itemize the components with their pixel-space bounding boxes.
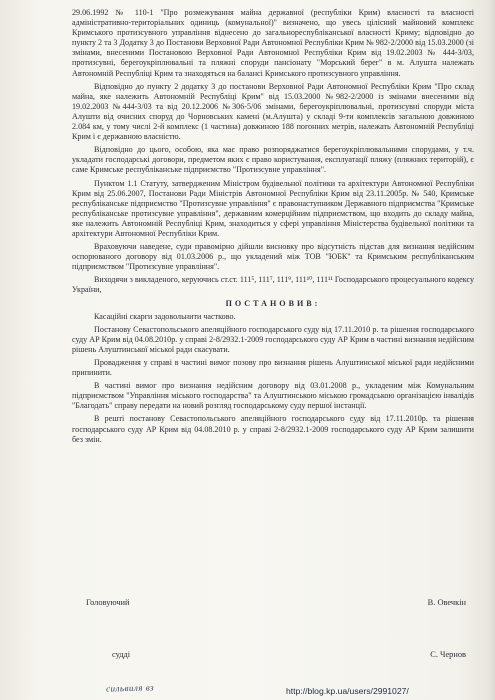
judges-signature-row [112,650,466,659]
paragraph-4: Пунктом 1.1 Статуту, затвердженим Міністром будівельної політики та архітектури Автономної Республіки Крим від 25.06.2007, Постанови Ради Міністрів Автономної Республіки Крим від 23.11.2005р. № 540, Кримське республіканське підприємство "Протизсувне управління" є правонаступником Державного підприємства "Кримське республіканське протизсувне управління", державним комерційним підприємством, що входить до складу майна, яке належить Автономній Республіці Крим, знаходиться у сфері управління Міністерства будівельної політики та архітектури Автономної Республіки Крим. [72,178,474,238]
resolution-item-5: В решті постанову Севастопольського апеляційного господарського суду від 17.11.2010р. та рішення господарського суду АР Крим від 04.08.2010 р. у справі 2-8/2932.1-2009 господарського суду АР Крим залишити без змін. [72,414,474,444]
paragraph-6: Виходячи з викладеного, керуючись ст.ст. 111⁵, 111⁷, 111⁹, 111¹⁰, 111¹¹ Господарського процесуального кодексу України, [72,275,474,295]
resolution-item-4: В частині вимог про визнання недійсним договору від 03.01.2008 р., укладеним між Комунальним підприємством "Управління міського господарства" та Алуштинською міською громадською організацією інвалідів "Благодать" справу передати на новий розгляд господарському суду першої інстанції. [72,381,474,411]
presiding-label: Головуючий [86,598,130,607]
resolution-heading: ПОСТАНОВИВ: [225,298,321,308]
scan-shadow-edge [489,0,495,700]
resolution-item-3: Провадження у справі в частині вимог позову про визнання рішень Алуштинської міської ради недійсними припинити. [72,358,474,378]
handwritten-note: сильвиля вз [105,682,155,694]
paragraph-5: Враховуючи наведене, суди правомірно дійшли висновку про відсутність підстав для визнання недійсним оспорюваного договору від 01.03.2006 р., що укладений між ТОВ "ЮБК" та Кримським республіканським підприємством "Протизсувне управління". [72,242,474,272]
judges-name: С. Чернов [430,650,466,659]
presiding-name: В. Овечкін [427,598,466,607]
paragraph-2: Відповідно до пункту 2 додатку 3 до постанови Верховної Ради Автономної Республіки Крим "Про склад майна, яке належить Автономній Республіці Крим" від 15.03.2000 №982-2/2000 із змінами внесеними від 19.02.2003 №444-3/03 та від 20.12.2006 №306-5/06 змінами, берегоукріплювальні, протизсувні споруди міста Алушти від очисних споруд до Чорновських камені (м.Алушта) у складі 9-ти комплексів загальною довжиною 2.084 км, у тому числі 2-й комплекс (1 частина) довжиною 188 погонних метрів, належать Автономній Республіці Крим і є державною власністю. [72,81,474,142]
resolution-item-1: Касаційні скарги задовольнити частково. [94,311,236,321]
paragraph-3: Відповідно до цього, особою, яка має право розпоряджатися берегоукріплювальними спорудами, у т.ч. укладати господарські договори, предметом яких є право користування, експлуатації пляжу (пляжних територій), є саме Кримське республіканське підприємство "Протизсувне управління". [72,145,474,175]
judges-label: судді [112,650,131,659]
blog-watermark-link[interactable]: http://blog.kp.ua/users/2991027/ [286,686,409,696]
document-body [72,8,474,448]
resolution-item-2: Постанову Севастопольського апеляційного господарського суду від 17.11.2010 р. та рішення господарського суду АР Крим від 04.08.2010р. у справі 2-8/2932.1-2009 господарського суду АР Крим в частині визнання недійсним рішень Алуштинської міської ради скасувати. [72,324,474,354]
presiding-signature-row [86,598,466,607]
paragraph-1: 29.06.1992 № 110-1 "Про розмежування майна державної (республіки Крим) власності та власності адміністративно-територіальних одиниць (комунальної)" визначено, що увесь цілісний майновий комплекс Кримського протизсувного управління віднесено до загальнореспубліканської власності Криму; відповідно до пункту 2 та 3 Додатку 3 до Постанови Верховної Ради Автономної Республіки Крим № 982-2/2000 від 15.03.2000 (зі змінами, внесеними Постановою Верховної Ради Автономної Республіки Крим від 19.02.2003 № 444-3/03, протизсувні, берегоукріплювальні та пляжні споруди пансіонату "Морський берег" в м. Алушта належать Автономній Республіці Крим та знаходяться на балансі Кримського протизсувного управління. [72,8,474,78]
